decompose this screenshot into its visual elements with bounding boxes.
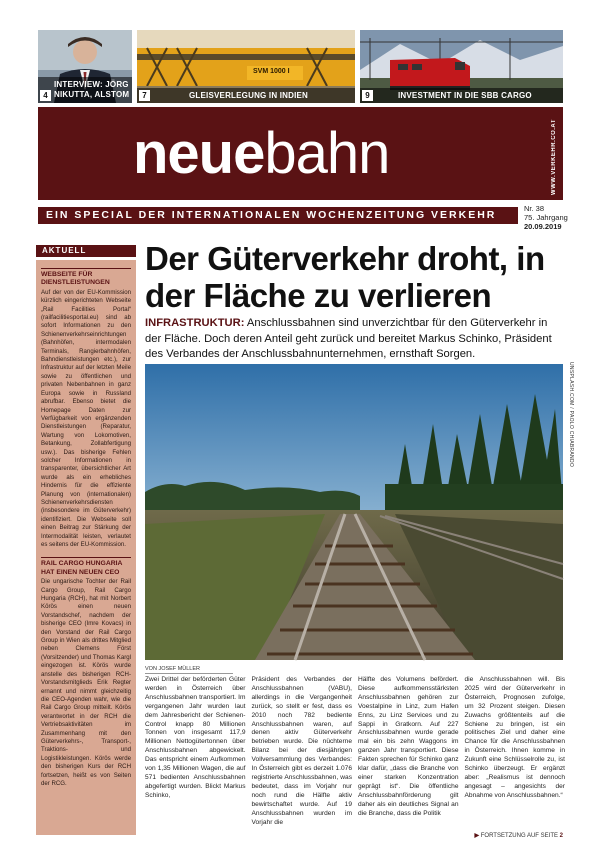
photo-credit: UNSPLASH.COM / PAOLO CHIABRANDO	[568, 362, 574, 468]
teaser-caption: GLEISVERLEGUNG IN INDIEN	[137, 88, 355, 103]
news-sidebar	[36, 260, 136, 835]
article-byline: VON JOSEF MÜLLER	[145, 666, 233, 674]
issue-info	[524, 204, 568, 231]
sidebar-item-text: Auf der von der EU-Kommission kürzlich eingerichteten Webseite „Rail Facilities Portal“ (railfacilitiesportal.eu) sind ab sofort Informationen zu den Schienenverkehrseinrichtungen (Bahnhöfen, intermodalen Terminals, Rangierbahnhöfen, Bahndienstleistungen etc.), zur Infrastruktur auf der letzten Meile sowie zu öffentlichen und privaten Nebenbahnen in ganz Europa sowie in Russland abrufbar. Ebenso bietet die Homepage Daten zur Verfügbarkeit von ergänzenden Dienstleistungen (Reparatur, Wartung von Lokomotiven, Betankung, Zollabfertigung usw.). Das bisherige Fehlen solcher Informationen in transparenter, übersichtlicher Art wurde als ein erhebliches Hindernis für die effiziente Planung von (internationalen) Schienenverkehrsdiensten (insbesondere im Güterverkehr) identifiziert. Die Webseite soll einen Beitrag zur Stärkung der Intermodalität leisten, verlautet es seitens der EU-Kommission.	[41, 288, 131, 548]
teaser-caption: INVESTMENT IN DIE SBB CARGO	[360, 88, 563, 103]
article-lead-text: Anschlussbahnen sind unverzichtbar für den Güterverkehr in der Fläche. Doch deren Anteil geht zurück und bereitet Markus Schinko, Präsident des Verbandes der Anschlussbahnunternehmen, ernsthaft Sorgen.	[145, 317, 552, 360]
teaser-interview[interactable]	[38, 30, 132, 103]
teaser-gleisverlegung[interactable]	[137, 30, 355, 103]
logo	[133, 123, 389, 185]
issue-date: 20.09.2019	[524, 222, 562, 231]
continued-note[interactable]	[474, 832, 563, 839]
railway-landscape-image	[145, 364, 563, 660]
teaser-page-number: 7	[139, 90, 150, 101]
article-column: die Anschlussbahnen will. Bis 2025 wird der Güterverkehr in Österreich, Prognosen zufolge, um 32 Prozent steigen. Diesen Zuwachs größtenteils auf die Schiene zu bringen, ist ein politisches Ziel und daher eine Chance für die Anschlussbahnen in Österreich. Ihnen komme in Zukunft eine Schlüsselrolle zu, ist Schinko überzeugt. Er ergänzt aber: „Realismus ist dennoch angesagt – angesichts der Abnahme von Anschlussbahnen.“	[464, 676, 565, 799]
article-kicker: INFRASTRUKTUR:	[145, 317, 245, 329]
arrow-right-icon: ▶	[474, 833, 480, 839]
article-body	[145, 676, 565, 826]
sidebar-item-text: Die ungarische Tochter der Rail Cargo Group, Rail Cargo Hungaria (RCH), hat mit Norbert Körös einen neuen Vorstandschef, nachdem der bisherige CEO (Imre Kovacs) in den Vorstand der Rail Cargo Group in Wien als drittes Mitglied neben Clemens Först (Vorsitzender) und Thomas Kargl eingezogen ist. Körös wurde anstelle des bisherigen RCH-Vorstandsmitglieds Erik Regter ernannt und nimmt gleichzeitig die CEO-Agenden wahr, wie die Rail Cargo Group mitteilt. Körös verantwortet in der RCH die Vertriebsaktivitäten im Zusammenhang mit den Güterverkehrs-, Transport-, Traktions- und Logistikleistungen. Körös werde den bisherigen Kurs der RCH fortsetzen, heißt es von Seiten der RCG.	[41, 578, 131, 787]
sidebar-item-head: RAIL CARGO HUNGARIA HAT EINEN NEUEN CEO	[41, 557, 131, 577]
sidebar-label: AKTUELL	[36, 245, 136, 257]
article-photo-railway	[145, 364, 563, 660]
article-column: Hälfte des Volumens befördert. Diese aufkommensstärksten Anschlussbahnen gehören zur Voestalpine in Linz, zum Hafen Enns, zu Linz Services und zu Sappi in Gratkorn. Auf 227 Anschlussbahnen wurde gerade mal ein bis zehn Waggons im ganzen Jahr transportiert. Diese Fakten sprechen für Schinko ganz klar dafür, „dass die Branche von einer starken Konzentration geprägt ist“. Die öffentliche Anschlussbahnförderung gilt daher als ein deutliches Signal an die Branche, dass die Politik	[358, 676, 459, 817]
article-headline: Der Güterverkehr droht, in der Fläche zu verlieren	[145, 240, 545, 314]
teaser-page-number: 9	[362, 90, 373, 101]
logo-light: bahn	[264, 121, 390, 186]
article-column: Zwei Drittel der beförderten Güter werden in Österreich über Anschlussbahnen transportiert. Im vergangenen Jahr wurden laut dem Jahresbericht der Schienen-Control knapp 80 Millionen Tonnen von insgesamt 117,9 Millionen Nettogütertonnen über Anschlussbahnen abgewickelt. Das entspricht einem Aufkommen von 1,35 Millionen Wagen, die auf 571 bedienten Anschlussbahnen abgefertigt wurden. Blickt Markus Schinko,	[145, 676, 246, 799]
masthead	[38, 107, 563, 200]
teaser-page-number: 4	[40, 90, 51, 101]
sidebar-item-head: WEBSEITE FÜR DIENSTLEISTUNGEN	[41, 268, 131, 288]
issue-number: Nr. 38	[524, 204, 545, 213]
article-column: Präsident des Verbandes der Anschlussbahnen (VABU), allerdings in die Vergangenheit zurück, so stellt er fest, dass es 2010 noch 782 bediente Anschlussbahnen waren, auf denen aktiv Güterverkehr betrieben wurde. Die nüchterne Bilanz bei der diesjährigen Vollversammlung des Verbandes: In Österreich gibt es derzeit 1.076 registrierte Anschlussbahnen, was bedeutet, dass im Vorjahr nur noch rund die Hälfte aktiv bewirtschaftet wurde. Auf 19 Anschlussbahnen wurden im Vorjahr die	[251, 676, 352, 826]
teaser-caption: INTERVIEW: JÖRG NIKUTTA, ALSTOM	[38, 77, 132, 103]
machine-label: SVM 1000 I	[253, 68, 290, 75]
continued-page: 2	[559, 833, 563, 839]
strapline: EIN SPECIAL DER INTERNATIONALEN WOCHENZEITUNG VERKEHR	[38, 207, 518, 224]
teaser-sbb-cargo[interactable]	[360, 30, 563, 103]
logo-bold: neue	[133, 121, 265, 186]
issue-year: 75. Jahrgang	[524, 213, 568, 222]
website-url[interactable]: WWW.VERKEHR.CO.AT	[551, 119, 557, 196]
article-lead	[145, 316, 565, 363]
continued-label: FORTSETZUNG AUF SEITE	[480, 833, 558, 839]
